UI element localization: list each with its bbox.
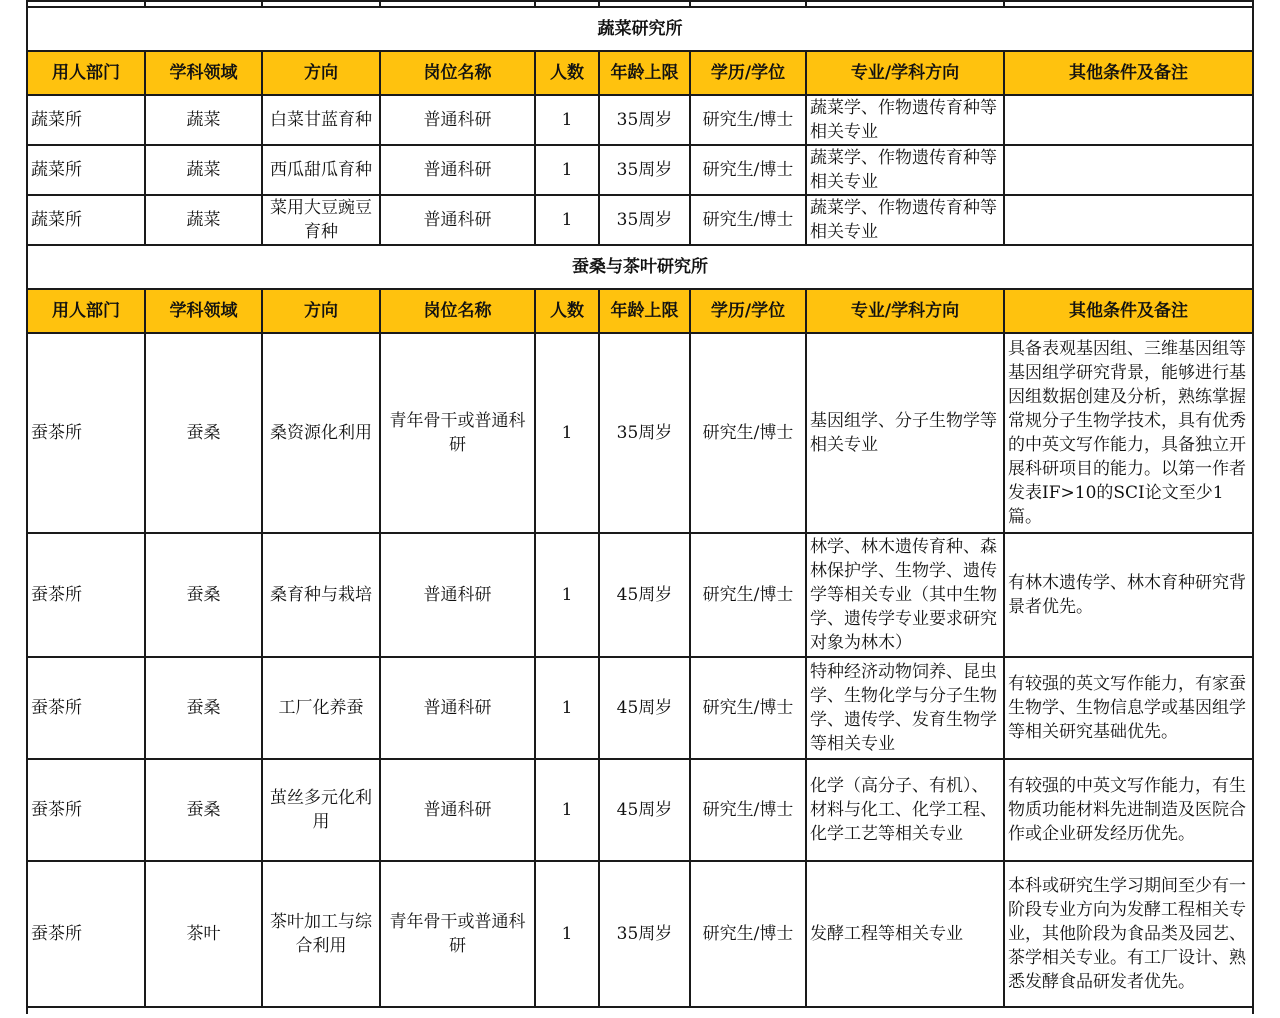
header-dept: 用人部门 xyxy=(27,51,145,95)
cell-direction: 菜用大豆豌豆育种 xyxy=(262,195,380,245)
cell-age: 35周岁 xyxy=(599,145,690,195)
cell-major: 化学（高分子、有机）、材料与化工、化学工程、化学工艺等相关专业 xyxy=(806,759,1004,861)
table-row xyxy=(27,333,1253,533)
cell-notes: 本科或研究生学习期间至少有一阶段专业方向为发酵工程相关专业，其他阶段为食品类及园艺、茶学相关专业。有工厂设计、熟悉发酵食品研发者优先。 xyxy=(1004,861,1253,1007)
table-row xyxy=(27,657,1253,759)
cell-major: 特种经济动物饲养、昆虫学、生物化学与分子生物学、遗传学、发育生物学等相关专业 xyxy=(806,657,1004,759)
cell-count: 1 xyxy=(535,533,599,657)
header-notes: 其他条件及备注 xyxy=(1004,51,1253,95)
bottom-stub-row xyxy=(27,1007,1253,1014)
cell-degree: 研究生/博士 xyxy=(690,861,806,1007)
cell-degree: 研究生/博士 xyxy=(690,333,806,533)
header-major: 专业/学科方向 xyxy=(806,51,1004,95)
cell-direction: 茶叶加工与综合利用 xyxy=(262,861,380,1007)
cell-direction: 桑育种与栽培 xyxy=(262,533,380,657)
table-row xyxy=(27,759,1253,861)
cell-field: 蚕桑 xyxy=(145,759,262,861)
header-age: 年龄上限 xyxy=(599,289,690,333)
cell-position: 普通科研 xyxy=(380,759,535,861)
cell-direction: 白菜甘蓝育种 xyxy=(262,95,380,145)
cell-degree: 研究生/博士 xyxy=(690,95,806,145)
cell-dept: 蚕茶所 xyxy=(27,861,145,1007)
cell-dept: 蚕茶所 xyxy=(27,759,145,861)
cell-major: 蔬菜学、作物遗传育种等相关专业 xyxy=(806,95,1004,145)
cell-age: 35周岁 xyxy=(599,861,690,1007)
cell-dept: 蔬菜所 xyxy=(27,145,145,195)
header-direction: 方向 xyxy=(262,51,380,95)
table-row xyxy=(27,145,1253,195)
cell-field: 蚕桑 xyxy=(145,333,262,533)
header-degree: 学历/学位 xyxy=(690,289,806,333)
cell-count: 1 xyxy=(535,145,599,195)
cell-dept: 蚕茶所 xyxy=(27,657,145,759)
cell-notes: 具备表观基因组、三维基因组等基因组学研究背景，能够进行基因组数据创建及分析，熟练掌握常规分子生物学技术，具有优秀的中英文写作能力，具备独立开展科研项目的能力。以第一作者发表IF>10的SCI论文至少1篇。 xyxy=(1004,333,1253,533)
cell-notes: 有林木遗传学、林木育种研究背景者优先。 xyxy=(1004,533,1253,657)
column-header-row xyxy=(27,289,1253,333)
header-age: 年龄上限 xyxy=(599,51,690,95)
cell-notes xyxy=(1004,145,1253,195)
header-position: 岗位名称 xyxy=(380,51,535,95)
recruitment-table-sheet xyxy=(26,0,1252,1014)
cell-position: 青年骨干或普通科研 xyxy=(380,861,535,1007)
cell-dept: 蚕茶所 xyxy=(27,333,145,533)
cell-age: 45周岁 xyxy=(599,657,690,759)
cell-major: 蔬菜学、作物遗传育种等相关专业 xyxy=(806,195,1004,245)
cell-notes xyxy=(1004,195,1253,245)
cell-count: 1 xyxy=(535,95,599,145)
cell-age: 35周岁 xyxy=(599,333,690,533)
section-title-row xyxy=(27,7,1253,51)
cell-notes: 有较强的英文写作能力，有家蚕生物学、生物信息学或基因组学等相关研究基础优先。 xyxy=(1004,657,1253,759)
table-row xyxy=(27,95,1253,145)
cell-major: 基因组学、分子生物学等相关专业 xyxy=(806,333,1004,533)
cell-age: 35周岁 xyxy=(599,195,690,245)
cell-position: 普通科研 xyxy=(380,657,535,759)
cell-direction: 桑资源化利用 xyxy=(262,333,380,533)
header-notes: 其他条件及备注 xyxy=(1004,289,1253,333)
section-title-row xyxy=(27,245,1253,289)
cell-field: 蔬菜 xyxy=(145,95,262,145)
cell-degree: 研究生/博士 xyxy=(690,195,806,245)
cell-direction: 西瓜甜瓜育种 xyxy=(262,145,380,195)
cell-degree: 研究生/博士 xyxy=(690,657,806,759)
cell-dept: 蔬菜所 xyxy=(27,195,145,245)
cell-notes: 有较强的中英文写作能力，有生物质功能材料先进制造及医院合作或企业研发经历优先。 xyxy=(1004,759,1253,861)
cell-position: 普通科研 xyxy=(380,145,535,195)
header-major: 专业/学科方向 xyxy=(806,289,1004,333)
cell-field: 蔬菜 xyxy=(145,195,262,245)
section-title: 蚕桑与茶叶研究所 xyxy=(27,245,1253,289)
cell-field: 蚕桑 xyxy=(145,533,262,657)
cell-direction: 工厂化养蚕 xyxy=(262,657,380,759)
header-position: 岗位名称 xyxy=(380,289,535,333)
cell-dept: 蚕茶所 xyxy=(27,533,145,657)
cell-field: 蚕桑 xyxy=(145,657,262,759)
header-degree: 学历/学位 xyxy=(690,51,806,95)
header-count: 人数 xyxy=(535,51,599,95)
header-count: 人数 xyxy=(535,289,599,333)
cell-major: 发酵工程等相关专业 xyxy=(806,861,1004,1007)
section-title: 蔬菜研究所 xyxy=(27,7,1253,51)
table-row xyxy=(27,533,1253,657)
header-dept: 用人部门 xyxy=(27,289,145,333)
cell-field: 茶叶 xyxy=(145,861,262,1007)
cell-dept: 蔬菜所 xyxy=(27,95,145,145)
cell-major: 林学、林木遗传育种、森林保护学、生物学、遗传学等相关专业（其中生物学、遗传学专业要求研究对象为林木） xyxy=(806,533,1004,657)
cell-count: 1 xyxy=(535,861,599,1007)
cell-age: 35周岁 xyxy=(599,95,690,145)
cell-count: 1 xyxy=(535,657,599,759)
recruitment-table xyxy=(26,0,1254,1014)
table-row xyxy=(27,861,1253,1007)
cell-count: 1 xyxy=(535,759,599,861)
header-direction: 方向 xyxy=(262,289,380,333)
header-field: 学科领域 xyxy=(145,51,262,95)
cell-position: 青年骨干或普通科研 xyxy=(380,333,535,533)
cell-position: 普通科研 xyxy=(380,195,535,245)
cell-count: 1 xyxy=(535,333,599,533)
cell-position: 普通科研 xyxy=(380,533,535,657)
cell-age: 45周岁 xyxy=(599,533,690,657)
table-row xyxy=(27,195,1253,245)
cell-degree: 研究生/博士 xyxy=(690,759,806,861)
cell-direction: 茧丝多元化利用 xyxy=(262,759,380,861)
cell-field: 蔬菜 xyxy=(145,145,262,195)
cell-position: 普通科研 xyxy=(380,95,535,145)
cell-age: 45周岁 xyxy=(599,759,690,861)
cell-major: 蔬菜学、作物遗传育种等相关专业 xyxy=(806,145,1004,195)
cell-count: 1 xyxy=(535,195,599,245)
cell-degree: 研究生/博士 xyxy=(690,145,806,195)
cell-notes xyxy=(1004,95,1253,145)
header-field: 学科领域 xyxy=(145,289,262,333)
column-header-row xyxy=(27,51,1253,95)
cell-degree: 研究生/博士 xyxy=(690,533,806,657)
